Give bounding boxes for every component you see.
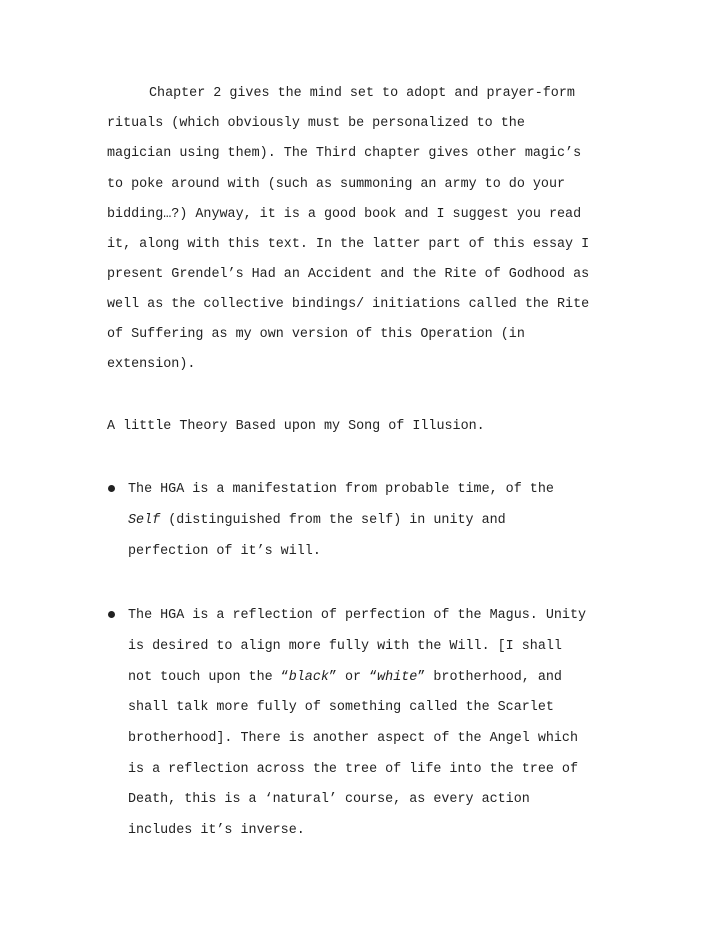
bullet-line: is desired to align more fully with the Will. [I shall: [128, 639, 562, 654]
paragraph-line: of Suffering as my own version of this Operation (in: [107, 327, 525, 342]
italic-word: Self: [128, 513, 161, 528]
paragraph-line: well as the collective bindings/ initiations called the Rite: [107, 297, 590, 312]
paragraph-line: bidding…?) Anyway, it is a good book and I suggest you read: [107, 207, 582, 222]
bullet-line: includes it’s inverse.: [128, 823, 305, 838]
bullet-line: [128, 513, 506, 529]
text-span: ” brotherhood, and: [417, 670, 562, 685]
bullet-icon: [108, 611, 115, 618]
paragraph-line: present Grendel’s Had an Accident and the Rite of Godhood as: [107, 267, 590, 282]
section-heading: A little Theory Based upon my Song of Illusion.: [107, 419, 485, 434]
paragraph-line: extension).: [107, 357, 196, 372]
text-span: ” or “: [328, 670, 378, 685]
paragraph-line: it, along with this text. In the latter part of this essay I: [107, 237, 590, 252]
bullet-line: perfection of it’s will.: [128, 544, 321, 559]
bullet-line: [128, 670, 562, 686]
bullet-line: The HGA is a manifestation from probable time, of the: [128, 482, 554, 497]
paragraph-line: rituals (which obviously must be personalized to the: [107, 116, 525, 131]
paragraph-line: to poke around with (such as summoning an army to do your: [107, 177, 566, 192]
italic-word: white: [377, 670, 418, 685]
bullet-line: shall talk more fully of something called the Scarlet: [128, 700, 554, 715]
paragraph-line: magician using them). The Third chapter gives other magic’s: [107, 146, 582, 161]
paragraph-line: Chapter 2 gives the mind set to adopt and prayer-form: [149, 86, 575, 101]
italic-word: black: [288, 670, 329, 685]
bullet-line: brotherhood]. There is another aspect of the Angel which: [128, 731, 578, 746]
bullet-icon: [108, 485, 115, 492]
bullet-line: Death, this is a ‘natural’ course, as every action: [128, 792, 530, 807]
bullet-line: The HGA is a reflection of perfection of the Magus. Unity: [128, 608, 587, 623]
text-span: not touch upon the “: [128, 670, 289, 685]
text-span: (distinguished from the self) in unity and: [160, 513, 506, 528]
bullet-line: is a reflection across the tree of life into the tree of: [128, 762, 578, 777]
